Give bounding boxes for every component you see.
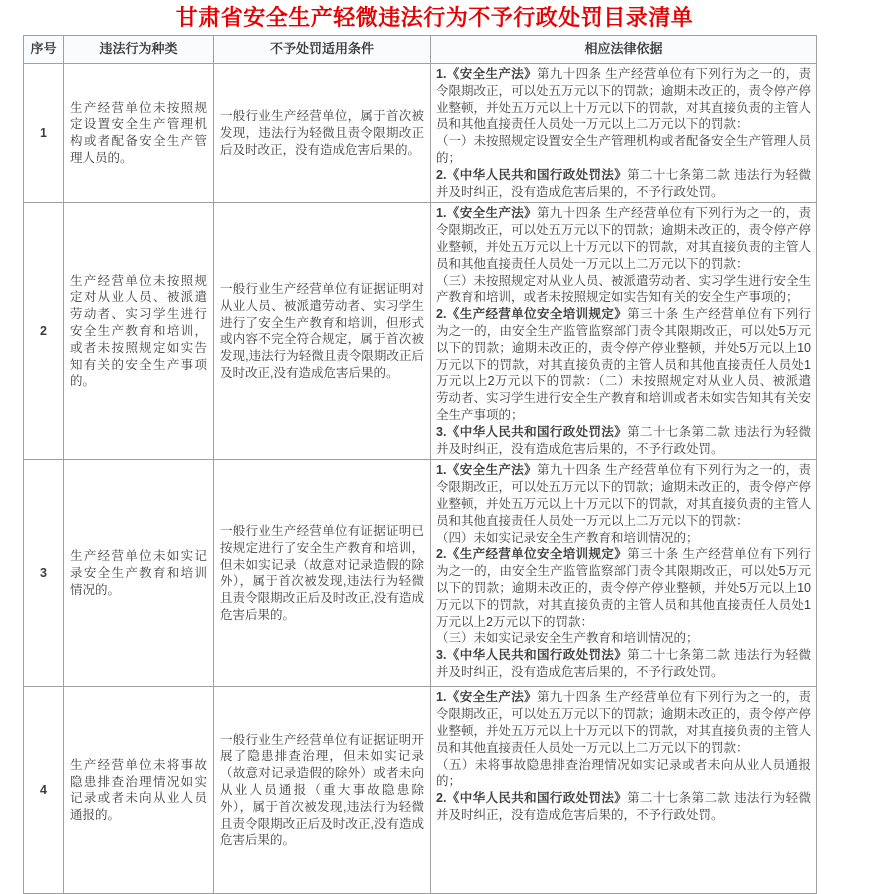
exemption-condition-cell: 一般行业生产经营单位有证据证明已按规定进行了安全生产教育和培训，但未如实记录（故意对记录造假的除外），属于首次被发现,违法行为轻微且责令限期改正后及时改正,没有造成危害后果的。 bbox=[214, 460, 431, 687]
table-row bbox=[24, 64, 817, 203]
legal-basis-paragraph: 1.《安全生产法》第九十四条 生产经营单位有下列行为之一的，责令限期改正，可以处五万元以下的罚款；逾期未改正的，责令停产停业整顿，并处五万元以上十万元以下的罚款，对其直接负责的主管人员和其他直接责任人员处一万元以上二万元以下的罚款： bbox=[436, 206, 812, 271]
legal-basis-paragraph: （五）未将事故隐患排查治理情况如实记录或者未向从业人员通报的； bbox=[436, 757, 811, 789]
violation-type-cell: 生产经营单位未按照规定设置安全生产管理机构或者配备安全生产管理人员的。 bbox=[64, 64, 214, 203]
exemption-condition-cell: 一般行业生产经营单位有证据证明对从业人员、被派遣劳动者、实习学生进行了安全生产教育和培训，但形式或内容不完全符合规定，属于首次被发现,违法行为轻微且责令限期改正后及时改正,没有造成危害后果的。 bbox=[214, 203, 431, 460]
column-header-legal-basis: 相应法律依据 bbox=[431, 36, 817, 64]
row-number-cell: 1 bbox=[24, 64, 64, 203]
table-body bbox=[24, 64, 817, 894]
legal-basis-paragraph: （三）未按照规定对从业人员、被派遣劳动者、实习学生进行安全生产教育和培训，或者未按照规定如实告知有关的安全生产事项的； bbox=[436, 273, 812, 305]
table-row bbox=[24, 687, 817, 894]
column-header-no: 序号 bbox=[24, 36, 64, 64]
exemption-condition-cell: 一般行业生产经营单位，属于首次被发现，违法行为轻微且责令限期改正后及时改正，没有造成危害后果的。 bbox=[214, 64, 431, 203]
legal-basis-paragraph: 2.《生产经营单位安全培训规定》第三十条 生产经营单位有下列行为之一的，由安全生产监管监察部门责令其限期改正，可以处5万元以下的罚款；逾期未改正的，责令停产停业整顿，并处5万元以上10万元以下的罚款，对其直接负责的主管人员和其他直接责任人员处1万元以上2万元以下的罚款：（二）未按照规定对从业人员、被派遣劳动者、实习学生进行安全生产教育和培训或者未如实告知其有关安全生产事项的； bbox=[436, 307, 812, 422]
legal-basis-cell bbox=[431, 460, 817, 687]
legal-basis-paragraph: 1.《安全生产法》第九十四条 生产经营单位有下列行为之一的，责令限期改正，可以处五万元以下的罚款；逾期未改正的，责令停产停业整顿，并处五万元以上十万元以下的罚款，对其直接负责的主管人员和其他直接责任人员处一万元以上二万元以下的罚款： bbox=[436, 463, 812, 528]
row-number-cell: 3 bbox=[24, 460, 64, 687]
legal-basis-cell bbox=[431, 203, 817, 460]
legal-basis-paragraph: 3.《中华人民共和国行政处罚法》第二十七条第二款 违法行为轻微并及时纠正，没有造成危害后果的，不予行政处罚。 bbox=[436, 648, 811, 679]
exemption-condition-cell: 一般行业生产经营单位有证据证明开展了隐患排查治理，但未如实记录（故意对记录造假的除外）或者未向从业人员通报（重大事故隐患除外），属于首次被发现,违法行为轻微且责令限期改正后及时改正,没有造成危害后果的。 bbox=[214, 687, 431, 894]
legal-basis-paragraph: 1.《安全生产法》第九十四条 生产经营单位有下列行为之一的，责令限期改正，可以处五万元以下的罚款；逾期未改正的，责令停产停业整顿，并处五万元以上十万元以下的罚款，对其直接负责的主管人员和其他直接责任人员处一万元以上二万元以下的罚款： bbox=[436, 67, 812, 132]
legal-basis-paragraph: 2.《中华人民共和国行政处罚法》第二十七条第二款 违法行为轻微并及时纠正，没有造成危害后果的，不予行政处罚。 bbox=[436, 167, 811, 199]
legal-basis-cell bbox=[431, 64, 817, 203]
violation-type-cell: 生产经营单位未按照规定对从业人员、被派遣劳动者、实习学生进行安全生产教育和培训，或者未按照规定如实告知有关的安全生产事项的。 bbox=[64, 203, 214, 460]
violation-type-cell: 生产经营单位未将事故隐患排查治理情况如实记录或者未向从业人员通报的。 bbox=[64, 687, 214, 894]
legal-basis-cell bbox=[431, 687, 817, 894]
violation-type-cell: 生产经营单位未如实记录安全生产教育和培训情况的。 bbox=[64, 460, 214, 687]
row-number-cell: 2 bbox=[24, 203, 64, 460]
table-row bbox=[24, 203, 817, 460]
row-number-cell: 4 bbox=[24, 687, 64, 894]
column-header-violation: 违法行为种类 bbox=[64, 36, 214, 64]
legal-basis-paragraph: 3.《中华人民共和国行政处罚法》第二十七条第二款 违法行为轻微并及时纠正，没有造成危害后果的，不予行政处罚。 bbox=[436, 424, 811, 456]
legal-basis-paragraph: （四）未如实记录安全生产教育和培训情况的； bbox=[436, 530, 699, 545]
legal-basis-paragraph: （一）未按照规定设置安全生产管理机构或者配备安全生产管理人员的； bbox=[436, 134, 812, 165]
legal-basis-paragraph: 2.《生产经营单位安全培训规定》第三十条 生产经营单位有下列行为之一的，由安全生产监管监察部门责令其限期改正，可以处5万元以下的罚款；逾期未改正的，责令停产停业整顿，并处5万元以上10万元以下的罚款，对其直接负责的主管人员和其他直接责任人员处1万元以上2万元以下的罚款： bbox=[436, 547, 811, 629]
legal-basis-paragraph: 2.《中华人民共和国行政处罚法》第二十七条第二款 违法行为轻微并及时纠正，没有造成危害后果的，不予行政处罚。 bbox=[436, 791, 811, 822]
column-header-condition: 不予处罚适用条件 bbox=[214, 36, 431, 64]
legal-basis-paragraph: （三）未如实记录安全生产教育和培训情况的； bbox=[436, 631, 699, 646]
table-header bbox=[24, 36, 817, 64]
catalog-table bbox=[23, 35, 817, 894]
page-title: 甘肃省安全生产轻微违法行为不予行政处罚目录清单 bbox=[175, 5, 694, 30]
table-row bbox=[24, 460, 817, 687]
legal-basis-paragraph: 1.《安全生产法》第九十四条 生产经营单位有下列行为之一的，责令限期改正，可以处五万元以下的罚款；逾期未改正的，责令停产停业整顿，并处五万元以上十万元以下的罚款，对其直接负责的主管人员和其他直接责任人员处一万元以上二万元以下的罚款： bbox=[436, 690, 812, 755]
